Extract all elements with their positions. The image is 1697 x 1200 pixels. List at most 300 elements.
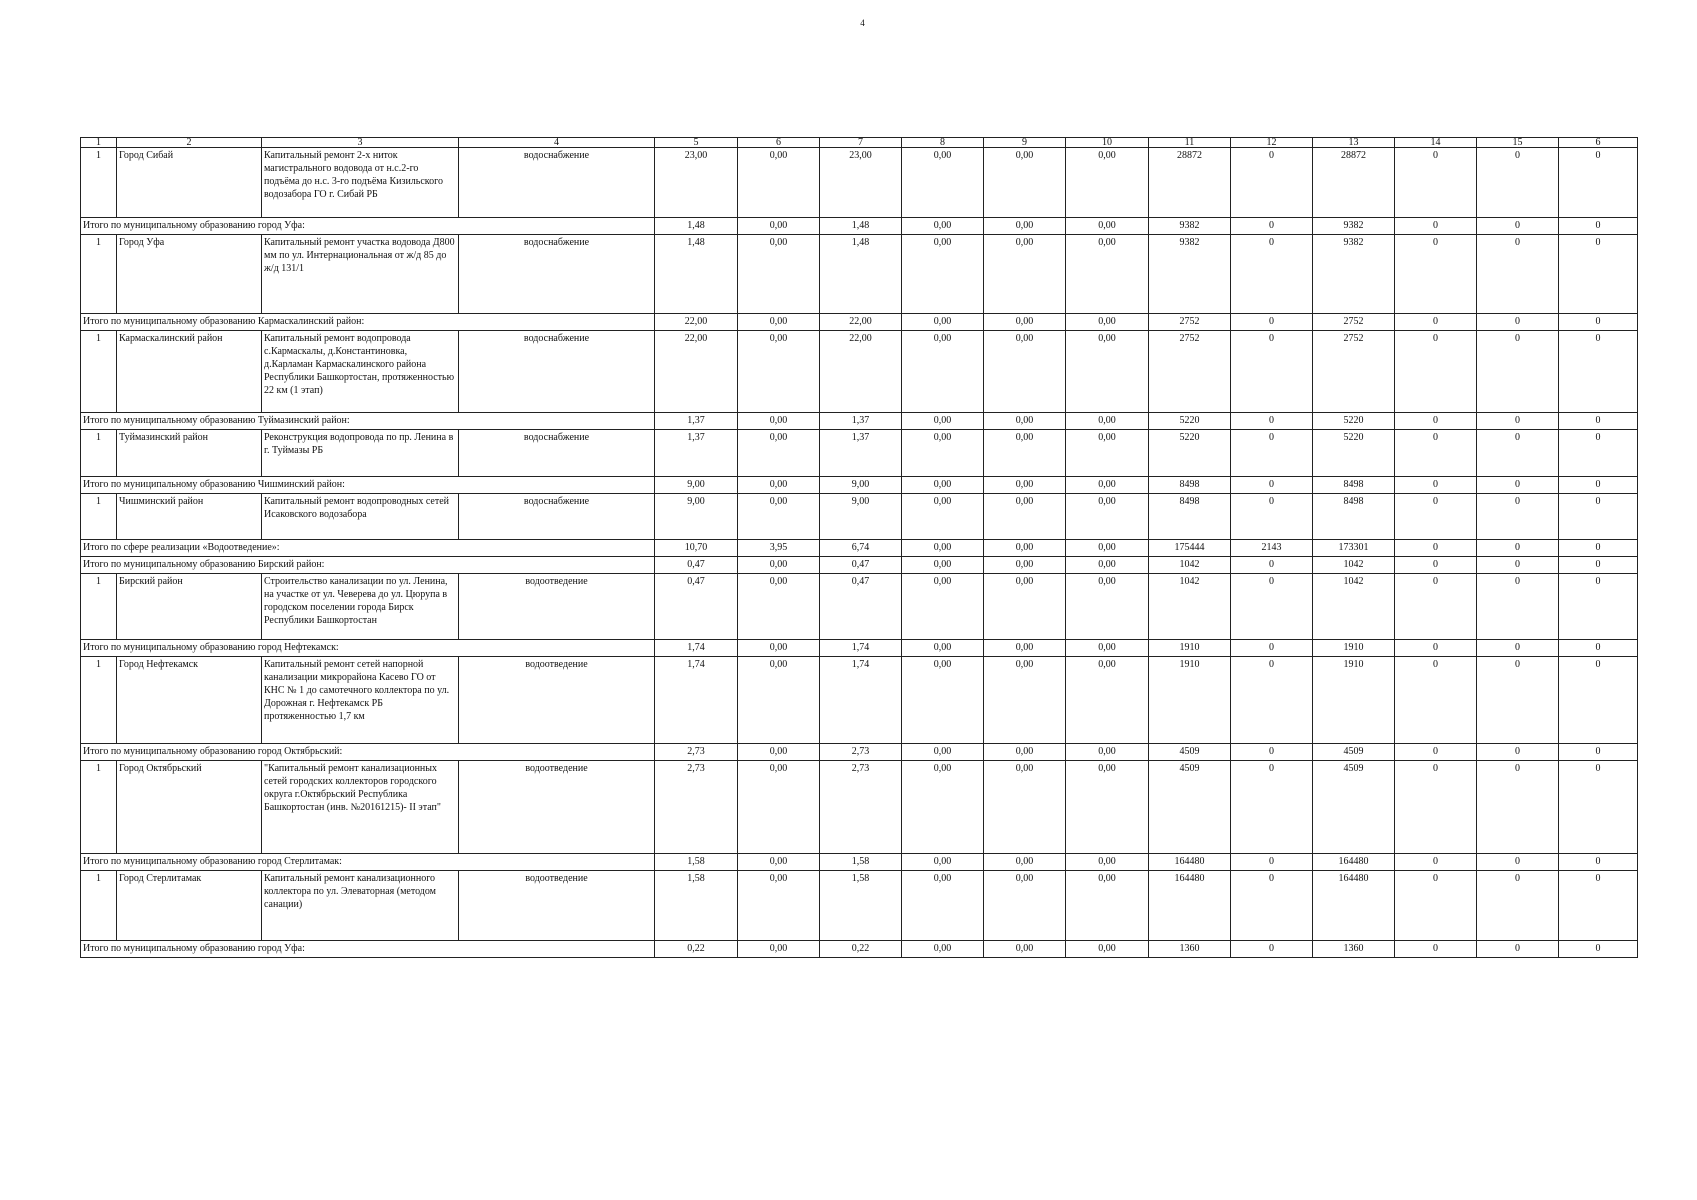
value-cell: 0 [1477, 148, 1559, 218]
value-cell: 0 [1477, 413, 1559, 430]
project-description-cell: Капитальный ремонт канализационного коллектора по ул. Элеваторная (методом санации) [262, 871, 459, 941]
value-cell: 5220 [1149, 413, 1231, 430]
value-cell: 0,00 [738, 761, 820, 854]
value-cell: 1,74 [820, 640, 902, 657]
subtotal-label: Итого по муниципальному образованию Туймазинский район: [81, 413, 655, 430]
subtotal-row [81, 744, 1638, 761]
column-number-header: 8 [902, 138, 984, 148]
municipality-cell: Город Октябрьский [117, 761, 262, 854]
value-cell: 0 [1395, 235, 1477, 314]
column-number-header: 11 [1149, 138, 1231, 148]
column-number-header: 1 [81, 138, 117, 148]
value-cell: 2752 [1313, 331, 1395, 413]
value-cell: 10,70 [655, 540, 738, 557]
value-cell: 1,48 [820, 218, 902, 235]
project-description-cell: Капитальный ремонт участка водовода Д800 мм по ул. Интернациональная от ж/д 85 до ж/д 131/1 [262, 235, 459, 314]
value-cell: 0 [1395, 761, 1477, 854]
value-cell: 2752 [1149, 314, 1231, 331]
table-row [81, 761, 1638, 854]
row-number: 1 [81, 574, 117, 640]
value-cell: 175444 [1149, 540, 1231, 557]
value-cell: 0 [1231, 761, 1313, 854]
value-cell: 1042 [1149, 557, 1231, 574]
column-number-header: 10 [1066, 138, 1149, 148]
service-type-cell: водоснабжение [459, 494, 655, 540]
value-cell: 4509 [1313, 744, 1395, 761]
value-cell: 0,00 [984, 640, 1066, 657]
table-row [81, 494, 1638, 540]
value-cell: 0,00 [1066, 430, 1149, 477]
municipality-cell: Город Сибай [117, 148, 262, 218]
value-cell: 0 [1395, 413, 1477, 430]
value-cell: 0 [1231, 148, 1313, 218]
project-description-cell: Строительство канализации по ул. Ленина, на участке от ул. Чеверева до ул. Цюрупа в городском поселении города Бирск Республики Башкортостан [262, 574, 459, 640]
value-cell: 0,00 [1066, 540, 1149, 557]
project-description-cell: Капитальный ремонт сетей напорной канализации микрорайона Касево ГО от КНС № 1 до самотечного коллектора по ул. Дорожная г. Нефтекамск РБ протяженностью 1,7 км [262, 657, 459, 744]
value-cell: 0 [1559, 640, 1638, 657]
value-cell: 0 [1559, 657, 1638, 744]
value-cell: 22,00 [820, 331, 902, 413]
value-cell: 0,00 [1066, 574, 1149, 640]
value-cell: 0 [1395, 854, 1477, 871]
project-description-cell: Реконструкция водопровода по пр. Ленина в г. Туймазы РБ [262, 430, 459, 477]
value-cell: 0 [1395, 871, 1477, 941]
value-cell: 0,00 [902, 761, 984, 854]
subtotal-label: Итого по муниципальному образованию город Октябрьский: [81, 744, 655, 761]
value-cell: 0,00 [984, 540, 1066, 557]
value-cell: 164480 [1313, 871, 1395, 941]
value-cell: 164480 [1313, 854, 1395, 871]
value-cell: 0,00 [1066, 854, 1149, 871]
value-cell: 0 [1477, 331, 1559, 413]
value-cell: 0,00 [738, 640, 820, 657]
value-cell: 2,73 [820, 744, 902, 761]
column-number-header: 6 [1559, 138, 1638, 148]
value-cell: 1042 [1149, 574, 1231, 640]
value-cell: 9382 [1313, 218, 1395, 235]
value-cell: 0 [1231, 854, 1313, 871]
value-cell: 0 [1477, 871, 1559, 941]
service-type-cell: водоснабжение [459, 430, 655, 477]
value-cell: 0,00 [1066, 557, 1149, 574]
value-cell: 0 [1559, 331, 1638, 413]
value-cell: 22,00 [655, 314, 738, 331]
subtotal-row [81, 477, 1638, 494]
row-number: 1 [81, 235, 117, 314]
value-cell: 0,00 [738, 148, 820, 218]
value-cell: 0,00 [1066, 413, 1149, 430]
row-number: 1 [81, 761, 117, 854]
value-cell: 3,95 [738, 540, 820, 557]
service-type-cell: водоотведение [459, 761, 655, 854]
value-cell: 9382 [1313, 235, 1395, 314]
table-row [81, 574, 1638, 640]
value-cell: 0 [1231, 477, 1313, 494]
value-cell: 0,00 [984, 657, 1066, 744]
value-cell: 0,00 [984, 331, 1066, 413]
value-cell: 4509 [1149, 761, 1231, 854]
subtotal-row [81, 557, 1638, 574]
value-cell: 1360 [1149, 941, 1231, 958]
value-cell: 0 [1231, 744, 1313, 761]
service-type-cell: водоснабжение [459, 235, 655, 314]
value-cell: 0 [1559, 235, 1638, 314]
value-cell: 0,00 [902, 235, 984, 314]
value-cell: 0,00 [738, 494, 820, 540]
value-cell: 1910 [1313, 640, 1395, 657]
subtotal-label: Итого по муниципальному образованию город Уфа: [81, 218, 655, 235]
service-type-cell: водоотведение [459, 657, 655, 744]
value-cell: 0,22 [820, 941, 902, 958]
value-cell: 0,47 [655, 574, 738, 640]
value-cell: 0,00 [738, 871, 820, 941]
column-number-header: 15 [1477, 138, 1559, 148]
value-cell: 0 [1559, 477, 1638, 494]
municipality-cell: Кармаскалинский район [117, 331, 262, 413]
row-number: 1 [81, 494, 117, 540]
value-cell: 0 [1559, 761, 1638, 854]
value-cell: 0 [1231, 331, 1313, 413]
value-cell: 0 [1559, 540, 1638, 557]
value-cell: 0,00 [738, 657, 820, 744]
value-cell: 0 [1231, 640, 1313, 657]
value-cell: 1,74 [820, 657, 902, 744]
value-cell: 8498 [1149, 494, 1231, 540]
value-cell: 1,74 [655, 657, 738, 744]
column-number-row [81, 138, 1638, 148]
subtotal-row [81, 854, 1638, 871]
value-cell: 2,73 [655, 744, 738, 761]
value-cell: 1,58 [655, 854, 738, 871]
value-cell: 0,00 [738, 854, 820, 871]
column-number-header: 13 [1313, 138, 1395, 148]
table-row [81, 430, 1638, 477]
value-cell: 5220 [1149, 430, 1231, 477]
value-cell: 1,37 [655, 430, 738, 477]
value-cell: 4509 [1149, 744, 1231, 761]
subtotal-label: Итого по муниципальному образованию Бирский район: [81, 557, 655, 574]
value-cell: 1042 [1313, 574, 1395, 640]
investment-program-table [80, 137, 1638, 958]
service-type-cell: водоотведение [459, 574, 655, 640]
value-cell: 0,00 [902, 413, 984, 430]
column-number-header: 7 [820, 138, 902, 148]
value-cell: 0,00 [902, 854, 984, 871]
value-cell: 0 [1559, 413, 1638, 430]
value-cell: 0 [1559, 314, 1638, 331]
table-row [81, 331, 1638, 413]
value-cell: 0 [1477, 494, 1559, 540]
value-cell: 0 [1559, 557, 1638, 574]
value-cell: 0,00 [984, 494, 1066, 540]
value-cell: 28872 [1313, 148, 1395, 218]
value-cell: 0,00 [984, 557, 1066, 574]
value-cell: 1360 [1313, 941, 1395, 958]
service-type-cell: водоснабжение [459, 148, 655, 218]
value-cell: 0,00 [902, 148, 984, 218]
municipality-cell: Чишминский район [117, 494, 262, 540]
value-cell: 0 [1395, 640, 1477, 657]
value-cell: 0,00 [902, 540, 984, 557]
value-cell: 0 [1477, 744, 1559, 761]
value-cell: 9382 [1149, 235, 1231, 314]
value-cell: 0,00 [738, 744, 820, 761]
value-cell: 8498 [1313, 494, 1395, 540]
value-cell: 0 [1395, 941, 1477, 958]
value-cell: 0 [1231, 218, 1313, 235]
value-cell: 0,47 [820, 574, 902, 640]
value-cell: 1910 [1149, 657, 1231, 744]
value-cell: 1,48 [655, 218, 738, 235]
value-cell: 0,00 [902, 494, 984, 540]
value-cell: 0,00 [984, 413, 1066, 430]
value-cell: 0,00 [984, 574, 1066, 640]
value-cell: 0,00 [738, 314, 820, 331]
municipality-cell: Город Уфа [117, 235, 262, 314]
project-description-cell: "Капитальный ремонт канализационных сетей городских коллекторов городского округа г.Октябрьский Республика Башкортостан (инв. №20161215)- II этап" [262, 761, 459, 854]
column-number-header: 5 [655, 138, 738, 148]
service-type-cell: водоотведение [459, 871, 655, 941]
value-cell: 0,00 [1066, 744, 1149, 761]
value-cell: 2,73 [655, 761, 738, 854]
value-cell: 0 [1231, 941, 1313, 958]
value-cell: 1,37 [820, 430, 902, 477]
subtotal-row [81, 314, 1638, 331]
value-cell: 164480 [1149, 854, 1231, 871]
value-cell: 1,58 [655, 871, 738, 941]
value-cell: 0,00 [902, 218, 984, 235]
subtotal-label: Итого по муниципальному образованию город Нефтекамск: [81, 640, 655, 657]
value-cell: 0,00 [984, 314, 1066, 331]
column-number-header: 12 [1231, 138, 1313, 148]
value-cell: 5220 [1313, 413, 1395, 430]
value-cell: 0 [1395, 314, 1477, 331]
value-cell: 0 [1477, 574, 1559, 640]
value-cell: 0 [1395, 477, 1477, 494]
value-cell: 0 [1231, 314, 1313, 331]
value-cell: 22,00 [820, 314, 902, 331]
value-cell: 173301 [1313, 540, 1395, 557]
value-cell: 0 [1395, 218, 1477, 235]
value-cell: 0 [1477, 557, 1559, 574]
value-cell: 0 [1559, 574, 1638, 640]
subtotal-label: Итого по муниципальному образованию город Уфа: [81, 941, 655, 958]
value-cell: 1,58 [820, 854, 902, 871]
value-cell: 0 [1559, 430, 1638, 477]
municipality-cell: Город Нефтекамск [117, 657, 262, 744]
value-cell: 0,00 [984, 871, 1066, 941]
value-cell: 1,37 [820, 413, 902, 430]
subtotal-row [81, 941, 1638, 958]
value-cell: 1,37 [655, 413, 738, 430]
value-cell: 0 [1231, 871, 1313, 941]
value-cell: 0,00 [902, 557, 984, 574]
subtotal-row [81, 218, 1638, 235]
value-cell: 0 [1395, 744, 1477, 761]
value-cell: 0 [1559, 941, 1638, 958]
value-cell: 0 [1477, 657, 1559, 744]
value-cell: 0,00 [738, 218, 820, 235]
value-cell: 0 [1477, 477, 1559, 494]
value-cell: 0,00 [1066, 494, 1149, 540]
value-cell: 0,47 [820, 557, 902, 574]
value-cell: 0,00 [1066, 871, 1149, 941]
value-cell: 0 [1395, 148, 1477, 218]
value-cell: 0 [1559, 218, 1638, 235]
subtotal-label: Итого по сфере реализации «Водоотведение»: [81, 540, 655, 557]
value-cell: 0,00 [984, 218, 1066, 235]
municipality-cell: Бирский район [117, 574, 262, 640]
column-number-header: 14 [1395, 138, 1477, 148]
value-cell: 0,00 [738, 235, 820, 314]
value-cell: 0,22 [655, 941, 738, 958]
page-number: 4 [860, 18, 865, 28]
value-cell: 0 [1231, 574, 1313, 640]
value-cell: 0,00 [902, 640, 984, 657]
value-cell: 0 [1559, 854, 1638, 871]
value-cell: 0,00 [1066, 941, 1149, 958]
value-cell: 1,58 [820, 871, 902, 941]
value-cell: 8498 [1149, 477, 1231, 494]
value-cell: 0 [1477, 941, 1559, 958]
value-cell: 1042 [1313, 557, 1395, 574]
value-cell: 0 [1395, 557, 1477, 574]
value-cell: 0 [1559, 744, 1638, 761]
value-cell: 0,00 [984, 235, 1066, 314]
project-description-cell: Капитальный ремонт водопроводных сетей Исаковского водозабора [262, 494, 459, 540]
column-number-header: 2 [117, 138, 262, 148]
subtotal-label: Итого по муниципальному образованию Чишминский район: [81, 477, 655, 494]
row-number: 1 [81, 430, 117, 477]
value-cell: 0 [1231, 430, 1313, 477]
value-cell: 164480 [1149, 871, 1231, 941]
municipality-cell: Город Стерлитамак [117, 871, 262, 941]
value-cell: 22,00 [655, 331, 738, 413]
value-cell: 1,48 [655, 235, 738, 314]
value-cell: 0,00 [984, 430, 1066, 477]
value-cell: 9,00 [655, 477, 738, 494]
value-cell: 0 [1559, 494, 1638, 540]
value-cell: 9,00 [820, 494, 902, 540]
value-cell: 0,00 [902, 314, 984, 331]
row-number: 1 [81, 657, 117, 744]
value-cell: 0,00 [1066, 477, 1149, 494]
value-cell: 0 [1559, 148, 1638, 218]
table-row [81, 235, 1638, 314]
project-description-cell: Капитальный ремонт 2-х ниток магистрального водовода от н.с.2-го подъёма до н.с. 3-го подъёма Кизильского водозабора ГО г. Сибай РБ [262, 148, 459, 218]
value-cell: 0,00 [984, 744, 1066, 761]
value-cell: 0 [1477, 218, 1559, 235]
value-cell: 0,00 [1066, 657, 1149, 744]
value-cell: 2752 [1313, 314, 1395, 331]
value-cell: 0,00 [738, 413, 820, 430]
value-cell: 1910 [1149, 640, 1231, 657]
value-cell: 23,00 [655, 148, 738, 218]
row-number: 1 [81, 331, 117, 413]
value-cell: 2,73 [820, 761, 902, 854]
value-cell: 0,00 [1066, 148, 1149, 218]
value-cell: 0 [1231, 235, 1313, 314]
value-cell: 5220 [1313, 430, 1395, 477]
row-number: 1 [81, 148, 117, 218]
subtotal-row [81, 640, 1638, 657]
value-cell: 0 [1477, 854, 1559, 871]
value-cell: 0,00 [902, 657, 984, 744]
value-cell: 0,00 [1066, 761, 1149, 854]
value-cell: 0,00 [984, 854, 1066, 871]
value-cell: 0,00 [738, 331, 820, 413]
value-cell: 0,00 [902, 331, 984, 413]
value-cell: 0 [1477, 540, 1559, 557]
value-cell: 0,00 [738, 941, 820, 958]
column-number-header: 9 [984, 138, 1066, 148]
value-cell: 1,74 [655, 640, 738, 657]
table-row [81, 657, 1638, 744]
value-cell: 0 [1395, 430, 1477, 477]
value-cell: 0,00 [902, 941, 984, 958]
value-cell: 0 [1231, 657, 1313, 744]
row-number: 1 [81, 871, 117, 941]
value-cell: 9382 [1149, 218, 1231, 235]
column-number-header: 6 [738, 138, 820, 148]
project-description-cell: Капитальный ремонт водопровода с.Кармаскалы, д.Константиновка, д.Карламан Кармаскалинского района Республики Башкортостан, протяженностью 22 км (1 этап) [262, 331, 459, 413]
value-cell: 0,00 [738, 574, 820, 640]
value-cell: 0 [1395, 657, 1477, 744]
value-cell: 0,00 [902, 574, 984, 640]
value-cell: 0 [1231, 413, 1313, 430]
subtotal-row [81, 540, 1638, 557]
value-cell: 1910 [1313, 657, 1395, 744]
value-cell: 0 [1477, 430, 1559, 477]
subtotal-label: Итого по муниципальному образованию город Стерлитамак: [81, 854, 655, 871]
value-cell: 0 [1477, 314, 1559, 331]
value-cell: 0,00 [902, 477, 984, 494]
value-cell: 4509 [1313, 761, 1395, 854]
value-cell: 8498 [1313, 477, 1395, 494]
value-cell: 9,00 [820, 477, 902, 494]
value-cell: 6,74 [820, 540, 902, 557]
value-cell: 0,00 [1066, 331, 1149, 413]
value-cell: 0 [1231, 557, 1313, 574]
value-cell: 23,00 [820, 148, 902, 218]
value-cell: 0 [1477, 640, 1559, 657]
value-cell: 0 [1395, 331, 1477, 413]
subtotal-label: Итого по муниципальному образованию Кармаскалинский район: [81, 314, 655, 331]
value-cell: 0 [1231, 494, 1313, 540]
value-cell: 0 [1477, 235, 1559, 314]
value-cell: 0,00 [1066, 640, 1149, 657]
value-cell: 0,00 [902, 430, 984, 477]
value-cell: 0 [1477, 761, 1559, 854]
value-cell: 0 [1395, 494, 1477, 540]
value-cell: 0,00 [738, 477, 820, 494]
column-number-header: 3 [262, 138, 459, 148]
value-cell: 0,00 [1066, 218, 1149, 235]
value-cell: 0 [1395, 574, 1477, 640]
table-row [81, 148, 1638, 218]
value-cell: 0,00 [1066, 235, 1149, 314]
table-row [81, 871, 1638, 941]
value-cell: 0,00 [1066, 314, 1149, 331]
value-cell: 0,00 [984, 477, 1066, 494]
value-cell: 0,00 [902, 744, 984, 761]
value-cell: 2752 [1149, 331, 1231, 413]
subtotal-row [81, 413, 1638, 430]
value-cell: 0,00 [984, 761, 1066, 854]
value-cell: 0 [1395, 540, 1477, 557]
service-type-cell: водоснабжение [459, 331, 655, 413]
value-cell: 0,47 [655, 557, 738, 574]
